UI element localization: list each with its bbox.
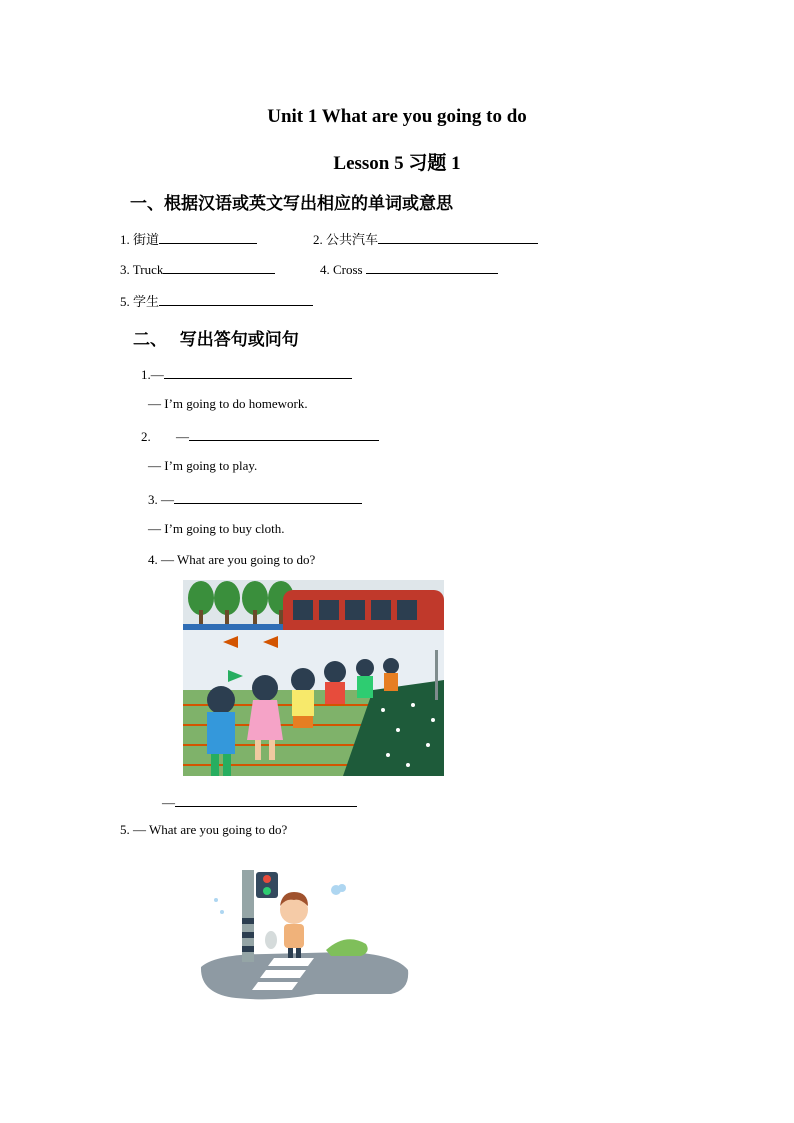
vocab-item-5-blank[interactable] [159,292,313,306]
question-3-blank[interactable] [174,490,362,504]
question-4-answer-dash: — [162,795,175,810]
question-5: 5. — What are you going to do? [120,822,288,837]
section2-heading: 二、 写出答句或问句 [133,330,299,349]
section1-heading: 一、根据汉语或英文写出相应的单词或意思 [130,194,453,213]
vocab-item-4-text: Cross [333,262,363,277]
vocab-item-1-text: 街道 [133,232,160,247]
question-1-prefix: 1.— [141,367,164,382]
vocab-item-1-num: 1. [120,232,130,247]
vocab-item-1 [120,229,257,248]
worksheet-title: Unit 1 What are you going to do [267,106,527,127]
vocab-item-2-num: 2. [313,232,323,247]
question-4-answer [162,793,357,811]
question-2-num: 2. [141,429,151,444]
street-scene-image [183,580,444,776]
vocab-item-2-blank[interactable] [378,230,538,244]
question-4: 4. — What are you going to do? [148,552,316,567]
question-1 [141,365,352,383]
lesson-title: Lesson 5 习题 1 [333,153,461,174]
question-3-prefix: 3. — [148,492,174,507]
vocab-item-3-text: Truck [132,262,164,277]
vocab-item-2-text: 公共汽车 [326,232,379,247]
vocab-item-3 [120,260,275,278]
vocab-item-4-num: 4. [320,262,330,277]
question-2-dash: — [176,429,189,444]
answer-1: — I’m going to do homework. [148,396,308,411]
traffic-light-cartoon-image [196,862,412,1008]
vocab-item-1-blank[interactable] [159,230,257,244]
question-2 [141,427,379,445]
question-4-answer-blank[interactable] [175,793,357,807]
answer-2: — I’m going to play. [148,458,258,473]
vocab-item-2 [313,229,538,248]
vocab-item-5 [120,291,313,310]
vocab-item-5-text: 学生 [133,294,160,309]
question-1-blank[interactable] [164,365,352,379]
vocab-item-3-blank[interactable] [163,260,275,274]
vocab-item-5-num: 5. [120,294,130,309]
answer-3: — I’m going to buy cloth. [148,521,285,536]
question-2-blank[interactable] [189,427,379,441]
vocab-item-4-blank[interactable] [366,260,498,274]
question-3 [148,490,362,508]
vocab-item-4 [320,260,498,278]
vocab-item-3-num: 3. [120,262,130,277]
